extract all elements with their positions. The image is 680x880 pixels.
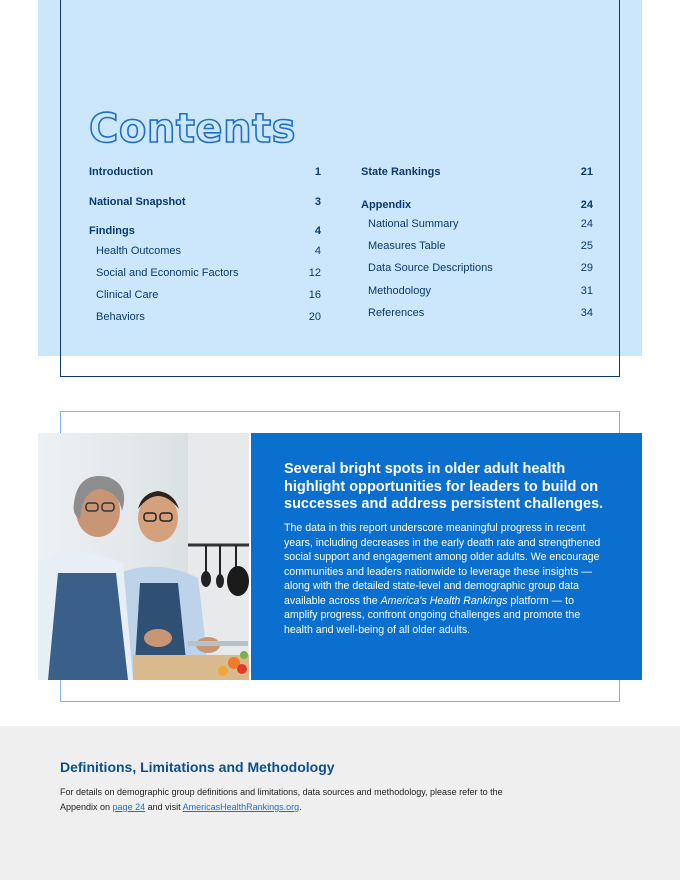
toc-entry-label: Clinical Care xyxy=(96,289,159,301)
callout-body-text: The data in this report underscore meaningful progress in recent years, including decreases in the early death rate and strengthened social support and engagement among older adults. We encourage communities and leaders nationwide to leverage these insights — along with the detailed state-level and demographic group data available across the xyxy=(284,522,601,607)
toc-entry-page: 4 xyxy=(314,245,321,257)
toc-entry-label: Data Source Descriptions xyxy=(368,262,493,274)
toc-entry-left-3[interactable] xyxy=(96,245,321,257)
callout-heading: Several bright spots in older adult health highlight opportunities for leaders to build on successes and address persistent challenges. xyxy=(284,461,604,512)
page-24-link[interactable]: page 24 xyxy=(112,802,146,812)
toc-entry-page: 31 xyxy=(580,285,593,297)
toc-entry-label: Introduction xyxy=(89,166,154,178)
toc-entry-label: References xyxy=(368,307,425,319)
toc-entry-label: Behaviors xyxy=(96,311,145,323)
toc-entry-label: Social and Economic Factors xyxy=(96,267,239,279)
callout-body-italic: America's Health Rankings xyxy=(380,594,508,607)
toc-entry-right-4[interactable] xyxy=(368,262,593,274)
toc-entry-page: 20 xyxy=(308,311,321,323)
toc-entry-page: 25 xyxy=(580,240,593,252)
toc-entry-page: 29 xyxy=(580,262,593,274)
toc-entry-left-5[interactable] xyxy=(96,289,321,301)
toc-entry-left-2[interactable] xyxy=(89,225,321,237)
older-couple-cooking-photo xyxy=(38,433,249,680)
footer-title: Definitions, Limitations and Methodology xyxy=(60,759,335,775)
toc-entry-page: 21 xyxy=(580,166,593,178)
toc-entry-page: 1 xyxy=(314,166,321,178)
callout-body-end: platform — to amplify progress, confront ongoing challenges and promote the health and well-being of all older adults. xyxy=(284,594,581,636)
footer-text-mid: and visit xyxy=(145,802,183,812)
toc-entry-page: 3 xyxy=(314,196,321,208)
website-link[interactable]: AmericasHealthRankings.org xyxy=(182,802,300,812)
toc-entry-label: Findings xyxy=(89,225,135,237)
toc-entry-label: Measures Table xyxy=(368,240,446,252)
footer-text-start: For details on demographic group definitions and limitations, data sources and methodology, please refer to the Appendix on xyxy=(60,787,503,812)
footer-text-end: . xyxy=(299,802,302,812)
photo-illustration xyxy=(38,433,249,680)
callout-body xyxy=(284,521,610,637)
toc-entry-label: Appendix xyxy=(361,199,412,211)
toc-entry-page: 16 xyxy=(308,289,321,301)
toc-entry-left-6[interactable] xyxy=(96,311,321,323)
toc-entry-label: National Snapshot xyxy=(89,196,186,208)
toc-entry-right-6[interactable] xyxy=(368,307,593,319)
toc-entry-right-3[interactable] xyxy=(368,240,593,252)
toc-entry-label: State Rankings xyxy=(361,166,441,178)
toc-entry-page: 4 xyxy=(314,225,321,237)
toc-entry-page: 24 xyxy=(580,218,593,230)
toc-entry-right-1[interactable] xyxy=(361,199,593,211)
footer-text xyxy=(60,785,520,815)
toc-entry-label: Health Outcomes xyxy=(96,245,181,257)
toc-entry-right-0[interactable] xyxy=(361,166,593,178)
contents-title: Contents xyxy=(89,106,296,152)
toc-entry-left-0[interactable] xyxy=(89,166,321,178)
toc-entry-label: National Summary xyxy=(368,218,459,230)
toc-entry-left-4[interactable] xyxy=(96,267,321,279)
toc-entry-right-5[interactable] xyxy=(368,285,593,297)
toc-entry-page: 12 xyxy=(308,267,321,279)
toc-entry-label: Methodology xyxy=(368,285,431,297)
toc-entry-page: 24 xyxy=(580,199,593,211)
toc-entry-page: 34 xyxy=(580,307,593,319)
toc-entry-right-2[interactable] xyxy=(368,218,593,230)
toc-entry-left-1[interactable] xyxy=(89,196,321,208)
